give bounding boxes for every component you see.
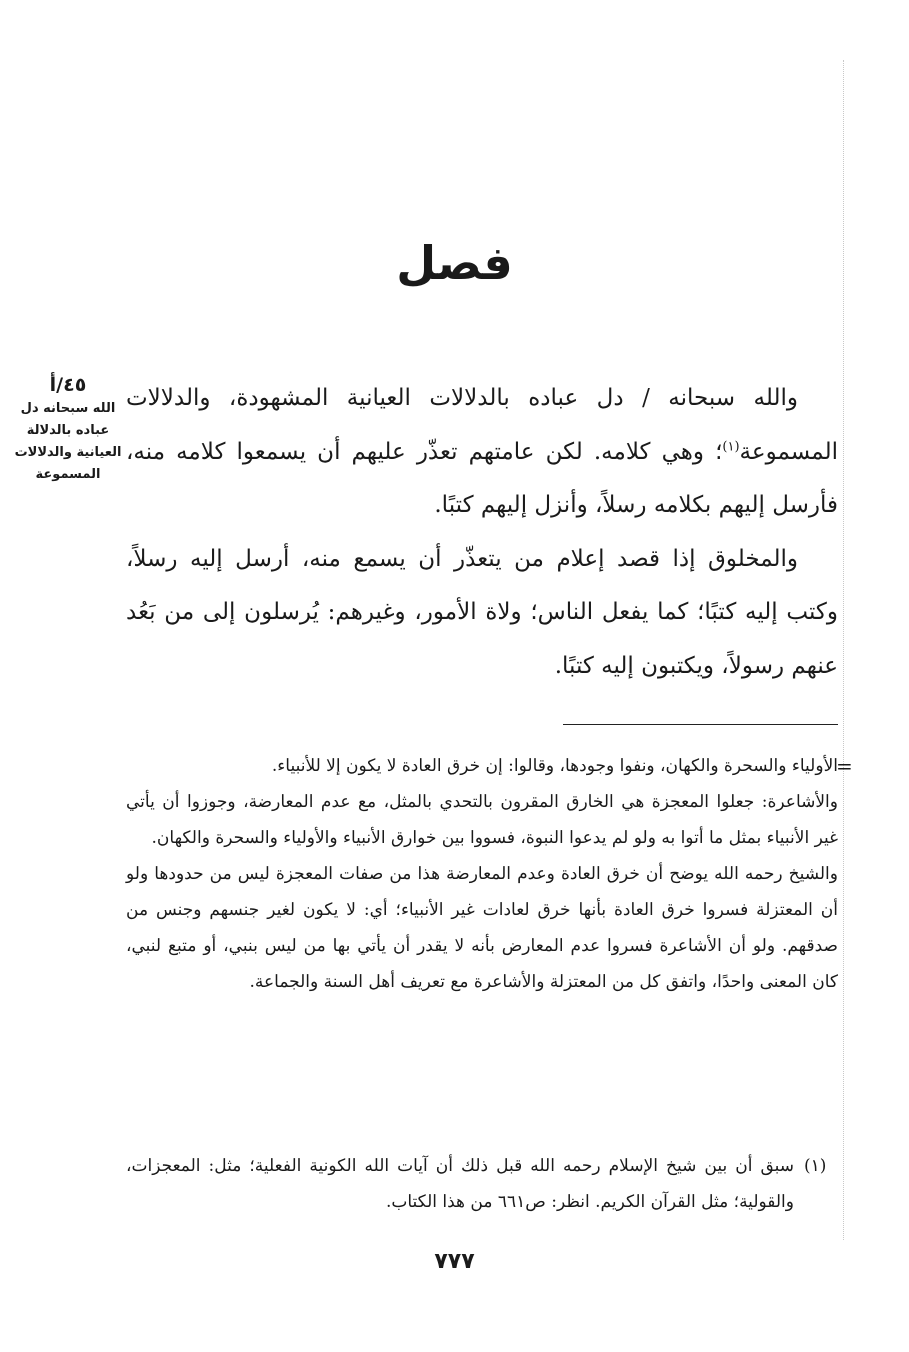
paragraph-1 [126, 372, 838, 533]
chapter-title: فصل [396, 235, 513, 290]
margin-note [12, 372, 124, 486]
paragraph-1-text-b: ؛ وهي كلامه. لكن عامتهم تعذّر عليهم أن يسمعوا كلامه منه، فأرسل إليهم بكلامه رسلاً، وأنزل إليهم كتبًا. [126, 438, 838, 518]
main-text [126, 372, 838, 693]
footnote-1-number: (١) [804, 1156, 827, 1176]
footnotes-continued [126, 748, 838, 1000]
manuscript-folio-ref: ٤٥/أ [49, 374, 87, 396]
footnote-1-text: سبق أن بين شيخ الإسلام رحمه الله قبل ذلك أن آيات الله الكونية الفعلية؛ مثل: المعجزات، والقولية؛ مثل القرآن الكريم. انظر: ص٦٦١ من هذا الكتاب. [126, 1156, 794, 1212]
page-number: ٧٧٧ [434, 1249, 475, 1274]
footnote-continued-line: الأولياء والسحرة والكهان، ونفوا وجودها، وقالوا: إن خرق العادة لا يكون إلا للأنبياء. [271, 756, 838, 776]
footnote-continued-line: والشيخ رحمه الله يوضح أن خرق العادة وعدم المعارضة هذا من صفات المعجزة ليس من حدودها ولو أن المعتزلة فسروا خرق العادة بأنها خرق لعادات غير الأنبياء؛ أي: لا يكون لغير جنسهم وجنس من صدقهم. ولو أن الأشاعرة فسروا عدم المعارض بأنه لا يقدر أن يأتي بها من ليس بنبي، أو متبع لنبي، كان المعنى واحدًا، واتفق كل من المعتزلة والأشاعرة مع تعريف أهل السنة والجماعة. [126, 864, 838, 992]
footnote-marker[interactable]: (١) [722, 438, 740, 454]
paragraph-2: والمخلوق إذا قصد إعلام من يتعذّر أن يسمع منه، أرسل إليه رسلاً، وكتب إليه كتبًا؛ كما يفعل الناس؛ ولاة الأمور، وغيرهم: يُرسلون إلى من بَعُد عنهم رسولاً، ويكتبون إليه كتبًا. [126, 545, 838, 679]
paragraph-1-text-a: والله سبحانه / دل عباده بالدلالات العيانية المشهودة، والدلالات المسموعة [126, 385, 838, 465]
margin-summary: الله سبحانه دل عباده بالدلالة العيانية والدلالات المسموعة [14, 401, 122, 482]
footnote-continuation-mark: = [836, 754, 853, 778]
footnote-continued-line: والأشاعرة: جعلوا المعجزة هي الخارق المقرون بالتحدي بالمثل، مع عدم المعارضة، وجوزوا أن يأتي غير الأنبياء بمثل ما أتوا به ولو لم يدعوا النبوة، فسووا بين خوارق الأنبياء والأولياء والسحرة والكهان. [126, 792, 838, 848]
footnote-separator [563, 724, 838, 725]
